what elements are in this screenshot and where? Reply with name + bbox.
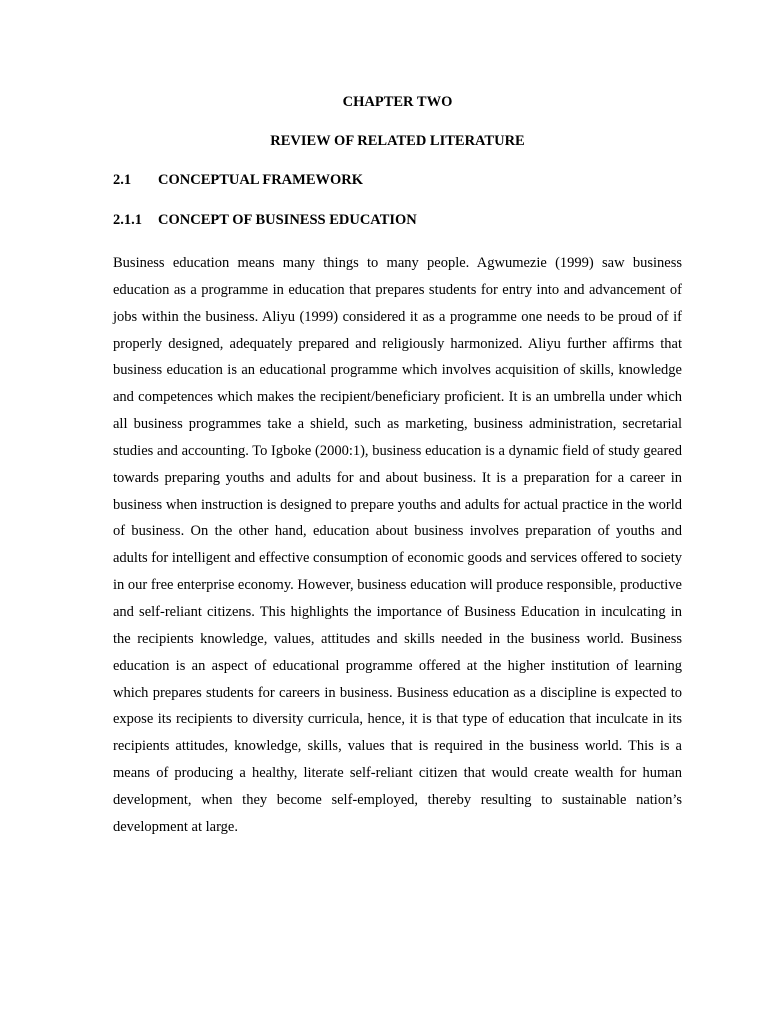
section-number: 2.1.1 — [113, 212, 142, 228]
section-heading-2-1 — [113, 170, 682, 190]
chapter-title: CHAPTER TWO — [342, 94, 453, 110]
section-title: CONCEPT OF BUSINESS EDUCATION — [158, 212, 417, 228]
section-title: CONCEPTUAL FRAMEWORK — [158, 172, 364, 188]
section-heading-2-1-1 — [113, 210, 682, 230]
document-page — [113, 92, 682, 841]
section-number: 2.1 — [113, 172, 132, 188]
body-paragraph: Business education means many things to many people. Agwumezie (1999) saw business education as a programme in education that prepares students for entry into and advancement of jobs within the business. Aliyu (1999) considered it as a programme one needs to be proud of if properly designed, adequately prepared and religiously harmonized. Aliyu further affirms that business education is an educational programme which involves acquisition of skills, knowledge and competences which makes the recipient/beneficiary proficient. It is an umbrella under which all business programmes take a shield, such as marketing, business administration, secretarial studies and accounting. To Igboke (2000:1), business education is a dynamic field of study geared towards preparing youths and adults for and about business. It is a preparation for a career in business when instruction is designed to prepare youths and adults for actual practice in the world of business. On the other hand, education about business involves preparation of youths and adults for intelligent and effective consumption of economic goods and services offered to society in our free enterprise economy. However, business education will produce responsible, productive and self-reliant citizens. This highlights the importance of Business Education in inculcating in the recipients knowledge, values, attitudes and skills needed in the business world. Business education is an aspect of educational programme offered at the higher institution of learning which prepares students for careers in business. Business education as a discipline is expected to expose its recipients to diversity curricula, hence, it is that type of education that inculcate in its recipients attitudes, knowledge, skills, values that is required in the business world. This is a means of producing a healthy, literate self-reliant citizen that would create wealth for human development, when they become self-employed, thereby resulting to sustainable nation’s development at large. — [113, 255, 682, 835]
chapter-subtitle: REVIEW OF RELATED LITERATURE — [270, 133, 525, 149]
